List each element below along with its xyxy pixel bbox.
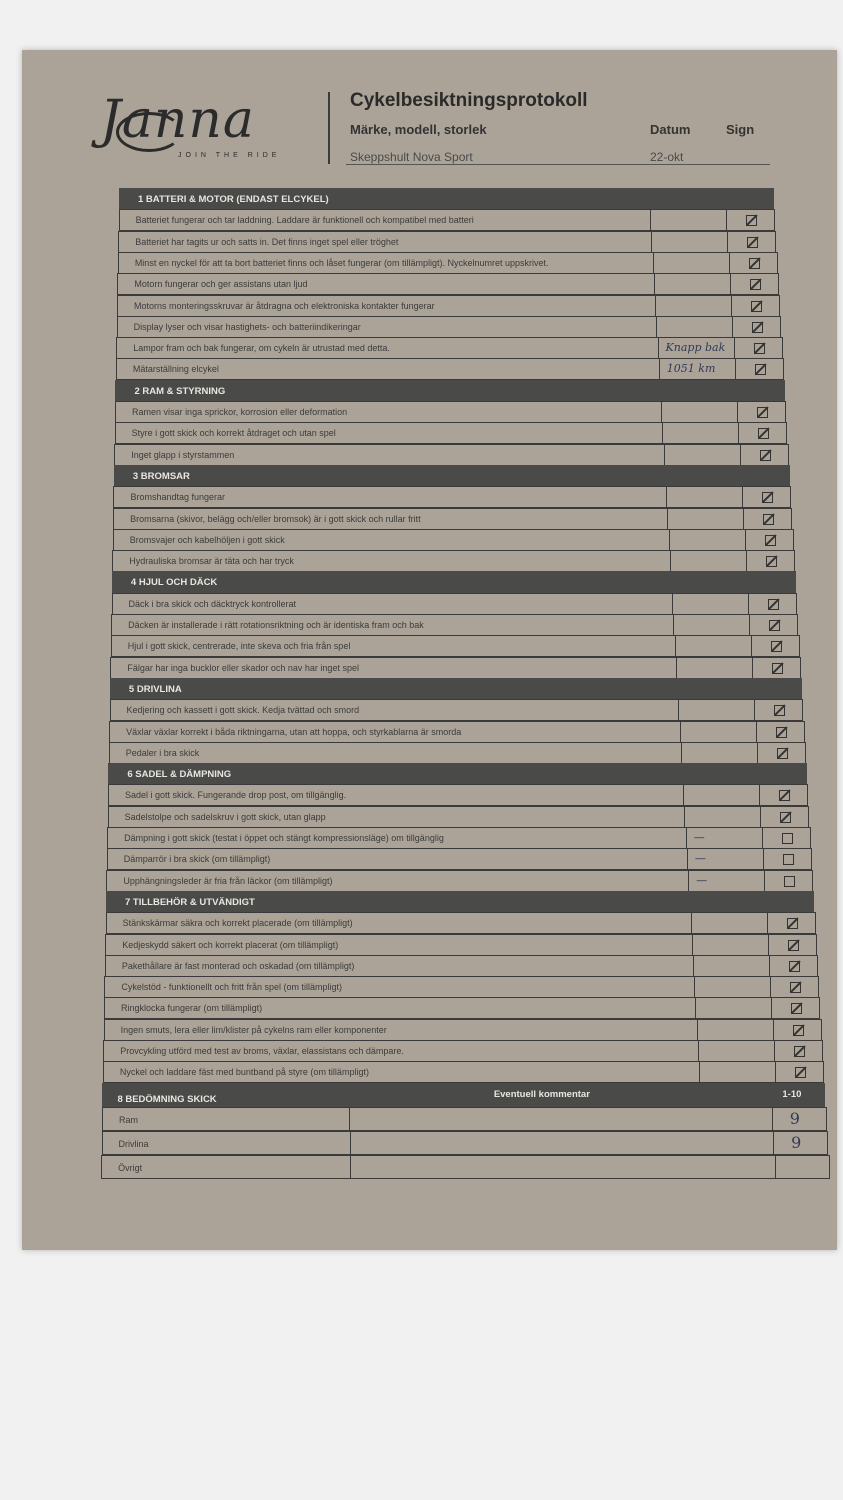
section-header: 1 BATTERI & MOTOR (ENDAST ELCYKEL) xyxy=(119,188,774,210)
note-column-divider xyxy=(684,807,685,827)
page-title: Cykelbesiktningsprotokoll xyxy=(350,90,588,111)
item-label: Dämparrör i bra skick (om tillämpligt) xyxy=(123,854,271,865)
sign-column-divider xyxy=(731,296,732,316)
note-column-divider xyxy=(670,551,671,571)
checkbox-icon[interactable] xyxy=(768,599,779,610)
checkbox-icon[interactable] xyxy=(765,535,776,546)
sign-column-divider xyxy=(774,1041,775,1061)
scale-label: 1-10 xyxy=(782,1088,802,1100)
checkbox-icon[interactable] xyxy=(793,1025,804,1036)
item-label: Kedjeskydd säkert och korrekt placerat (om tillämpligt) xyxy=(122,939,339,950)
checklist-row xyxy=(117,273,778,295)
note-column-divider xyxy=(680,722,681,742)
checklist-row xyxy=(109,721,804,743)
checklist-row xyxy=(111,614,798,636)
note-column-divider xyxy=(695,998,696,1018)
checklist-row xyxy=(106,912,816,934)
checkbox-icon[interactable] xyxy=(758,428,769,439)
checklist-row xyxy=(115,422,788,444)
sign-column-divider xyxy=(734,338,735,358)
item-label: Motorns monteringsskruvar är åtdragna och elektroniska kontakter fungerar xyxy=(134,300,435,311)
section-header: 3 BROMSAR xyxy=(114,465,790,487)
checkbox-icon[interactable] xyxy=(747,237,758,248)
sign-column-divider xyxy=(760,807,761,827)
handwritten-note: 1051 km xyxy=(666,362,716,376)
score-value[interactable]: 9 xyxy=(791,1132,802,1152)
note-column-divider xyxy=(692,935,693,955)
checkbox-icon[interactable] xyxy=(750,279,761,290)
checklist-row xyxy=(104,976,819,998)
item-label: Inget glapp i styrstammen xyxy=(131,449,235,460)
checkbox-icon[interactable] xyxy=(760,450,771,461)
note-column-divider xyxy=(666,487,667,507)
note-column-divider xyxy=(676,658,677,678)
item-label: Pakethållare är fast monterad och oskadad (om tillämpligt) xyxy=(121,960,355,971)
checklist-row xyxy=(103,1040,823,1062)
note-column-divider xyxy=(686,828,687,848)
item-label: Batteriet fungerar och tar laddning. Laddare är funktionell och kompatibel med batteri xyxy=(135,215,474,226)
checkbox-icon[interactable] xyxy=(783,854,794,865)
note-column-divider xyxy=(658,338,659,358)
item-label: Upphängningsleder är fria från läckor (om tillämpligt) xyxy=(123,875,333,886)
janna-logo xyxy=(100,86,300,166)
item-label: Cykelstöd - funktionellt och fritt från spel (om tillämpligt) xyxy=(121,982,342,993)
section-header: 5 DRIVLINA xyxy=(110,678,802,700)
note-column-divider xyxy=(669,530,670,550)
note-column-divider xyxy=(688,871,689,891)
item-label: Bromshandtag fungerar xyxy=(130,492,226,503)
checklist-row xyxy=(115,401,786,423)
checklist-row xyxy=(113,508,792,530)
sign-column-divider xyxy=(752,658,753,678)
sign-column-divider xyxy=(767,913,768,933)
checkbox-icon[interactable] xyxy=(749,258,760,269)
item-label: Växlar växlar korrekt i båda riktningarna, utan att hoppa, och styrkablarna är smorda xyxy=(126,726,462,737)
note-column-divider xyxy=(659,359,660,379)
note-column-divider xyxy=(651,232,652,252)
note-column-divider xyxy=(678,700,679,720)
item-label: Batteriet har tagits ur och satts in. Det finns inget spel eller tröghet xyxy=(135,236,399,247)
note-column-divider xyxy=(654,274,655,294)
note-column-divider xyxy=(691,913,692,933)
sign-column-divider xyxy=(743,509,744,529)
note-column-divider xyxy=(664,445,665,465)
note-column-divider xyxy=(650,210,651,230)
sign-column-divider xyxy=(770,977,771,997)
sign-column-divider xyxy=(757,743,758,763)
checkbox-icon[interactable] xyxy=(791,1003,802,1014)
item-label: Stänkskärmar säkra och korrekt placerade (om tillämpligt) xyxy=(122,918,353,929)
checklist-row xyxy=(105,955,818,977)
assessment-label: Drivlina xyxy=(118,1138,149,1149)
checklist-row xyxy=(116,337,782,359)
item-label: Lampor fram och bak fungerar, om cykeln är utrustad med detta. xyxy=(133,343,390,354)
header-divider xyxy=(328,92,330,164)
checkbox-icon[interactable] xyxy=(746,215,757,226)
date-label: Datum xyxy=(650,122,691,137)
item-label: Ingen smuts, lera eller lim/klister på cykelns ram eller komponenter xyxy=(120,1024,387,1035)
checkbox-icon[interactable] xyxy=(763,514,774,525)
note-column-divider xyxy=(683,785,684,805)
item-label: Hydrauliska bromsar är täta och har tryck xyxy=(129,556,294,567)
item-label: Hjul i gott skick, centrerade, inte skeva och fria från spel xyxy=(127,641,351,652)
sign-column-divider xyxy=(735,359,736,379)
field-label: Märke, modell, storlek xyxy=(350,122,487,137)
handwritten-note: — xyxy=(693,831,705,844)
sign-column-divider xyxy=(773,1020,774,1040)
note-column-divider xyxy=(698,1041,699,1061)
note-column-divider xyxy=(661,402,662,422)
checkbox-icon[interactable] xyxy=(780,812,791,823)
checklist-row xyxy=(110,699,804,721)
checklist-row xyxy=(108,806,810,828)
assessment-row xyxy=(101,1155,829,1179)
sign-column-divider xyxy=(771,998,772,1018)
checkbox-icon[interactable] xyxy=(752,322,763,333)
checklist-row xyxy=(119,209,776,231)
sign-column-divider xyxy=(729,253,730,273)
item-label: Ringklocka fungerar (om tillämpligt) xyxy=(121,1003,263,1014)
item-label: Dämpning i gott skick (testat i öppet och stängt kompressionsläge) om tillgänglig xyxy=(124,833,444,843)
date-value: 22-okt xyxy=(650,150,684,164)
checklist-row xyxy=(113,486,791,508)
section-header: 7 TILLBEHÖR & UTVÄNDIGT xyxy=(106,891,814,913)
checklist-row xyxy=(105,934,817,956)
sign-column-divider xyxy=(746,551,747,571)
assessment-row xyxy=(102,1107,827,1131)
checkbox-icon[interactable] xyxy=(788,940,799,951)
note-column-divider xyxy=(693,956,694,976)
field-value: Skeppshult Nova Sport xyxy=(350,150,473,164)
note-column-divider xyxy=(662,423,663,443)
sign-column-divider xyxy=(730,274,731,294)
logo-tagline: JOIN THE RIDE xyxy=(178,152,281,159)
item-label: Motorn fungerar och ger assistans utan ljud xyxy=(134,279,308,290)
sign-column-divider xyxy=(738,423,739,443)
assessment-label: Ram xyxy=(119,1114,139,1125)
note-column-divider xyxy=(681,743,682,763)
item-label: Pedaler i bra skick xyxy=(125,747,200,758)
checkbox-icon[interactable] xyxy=(771,641,782,652)
checkbox-icon[interactable] xyxy=(766,556,777,567)
sign-column-divider xyxy=(737,402,738,422)
score-column-divider xyxy=(772,1108,773,1130)
sign-column-divider xyxy=(748,594,749,614)
checkbox-icon[interactable] xyxy=(769,620,780,631)
checklist-row xyxy=(116,358,784,380)
sign-column-divider xyxy=(751,636,752,656)
sign-column-divider xyxy=(732,317,733,337)
sign-column-divider xyxy=(740,445,741,465)
checklist-row xyxy=(109,742,806,764)
sign-column-divider xyxy=(762,828,763,848)
item-label: Minst en nyckel för att ta bort batteriet finns och låset fungerar (om tillämpligt). Nyckelnumret uppskrivet. xyxy=(134,257,549,268)
comment-column-divider xyxy=(349,1108,350,1130)
header-underline xyxy=(346,164,770,165)
comment-column-divider xyxy=(350,1156,351,1178)
sign-column-divider xyxy=(769,956,770,976)
checklist-row xyxy=(118,231,776,253)
note-column-divider xyxy=(655,296,656,316)
checkbox-icon[interactable] xyxy=(782,833,793,844)
checkbox-icon[interactable] xyxy=(794,1046,805,1057)
note-column-divider xyxy=(697,1020,698,1040)
logo-name: Janna xyxy=(100,90,255,150)
item-label: Sadelstolpe och sadelskruv i gott skick, utan glapp xyxy=(124,811,326,822)
checklist-row xyxy=(117,316,782,338)
sign-column-divider xyxy=(726,210,727,230)
section-header: 2 RAM & STYRNING xyxy=(115,380,785,402)
checkbox-icon[interactable] xyxy=(757,407,768,418)
assessment-row xyxy=(102,1131,829,1155)
checklist-row xyxy=(113,529,794,551)
section-header: 4 HJUL OCH DÄCK xyxy=(112,571,796,593)
comment-column-divider xyxy=(350,1132,351,1154)
checklist-row xyxy=(118,252,778,274)
checklist-row xyxy=(103,1061,824,1083)
checklist-row xyxy=(114,444,788,466)
item-label: Däcken är installerade i rätt rotationsriktning och är identiska fram och bak xyxy=(128,620,424,630)
assessment-label: Övrigt xyxy=(118,1162,143,1173)
document-header xyxy=(100,86,780,166)
item-label: Nyckel och laddare fäst med buntband på styre (om tillämpligt) xyxy=(119,1067,369,1078)
checkbox-icon[interactable] xyxy=(777,748,788,759)
checkbox-icon[interactable] xyxy=(795,1067,806,1078)
item-label: Mätarställning elcykel xyxy=(132,364,219,375)
checklist-row xyxy=(110,657,801,679)
item-label: Ramen visar inga sprickor, korrosion eller deformation xyxy=(132,407,348,417)
sign-column-divider xyxy=(763,849,764,869)
sign-column-divider xyxy=(727,232,728,252)
note-column-divider xyxy=(656,317,657,337)
checkbox-icon[interactable] xyxy=(754,343,765,354)
checklist-row xyxy=(107,827,811,849)
checklist-row xyxy=(104,1019,822,1041)
checklist-row xyxy=(112,593,798,615)
section-header xyxy=(102,1083,825,1107)
item-label: Provcykling utförd med test av broms, växlar, elassistans och dämpare. xyxy=(120,1046,404,1056)
checkbox-icon[interactable] xyxy=(776,727,787,738)
section-header: 6 SADEL & DÄMPNING xyxy=(108,763,807,785)
item-label: Styre i gott skick och korrekt åtdraget och utan spel xyxy=(131,428,336,439)
note-column-divider xyxy=(672,594,673,614)
checkbox-icon[interactable] xyxy=(779,790,790,801)
sign-column-divider xyxy=(775,1062,776,1082)
handwritten-note: — xyxy=(696,873,708,887)
sign-column-divider xyxy=(756,722,757,742)
note-column-divider xyxy=(694,977,695,997)
item-label: Bromsarna (skivor, belägg och/eller bromsok) är i gott skick och rullar fritt xyxy=(130,513,421,524)
checkbox-icon[interactable] xyxy=(784,876,795,887)
handwritten-note: Knapp bak xyxy=(665,341,726,355)
checkbox-icon[interactable] xyxy=(789,961,800,972)
note-column-divider xyxy=(687,849,688,869)
note-column-divider xyxy=(699,1062,700,1082)
item-label: Display lyser och visar hastighets- och batteriindikeringar xyxy=(133,321,361,332)
checkbox-icon[interactable] xyxy=(751,301,762,312)
checkbox-icon[interactable] xyxy=(755,364,766,375)
sign-column-divider xyxy=(759,785,760,805)
note-column-divider xyxy=(653,253,654,273)
item-label: Fälgar har inga bucklor eller skador och nav har inget spel xyxy=(127,662,359,673)
note-column-divider xyxy=(667,509,668,529)
checklist-row xyxy=(112,550,795,572)
checklist-row xyxy=(111,635,800,657)
item-label: Kedjering och kassett i gott skick. Kedja tvättad och smord xyxy=(126,705,360,716)
sign-column-divider xyxy=(745,530,746,550)
note-column-divider xyxy=(673,615,674,635)
score-value[interactable]: 9 xyxy=(789,1108,800,1128)
item-label: Däck i bra skick och däcktryck kontrollerat xyxy=(128,598,297,609)
checkbox-icon[interactable] xyxy=(790,982,801,993)
checklist-row xyxy=(106,870,813,892)
handwritten-note: — xyxy=(694,852,706,866)
item-label: Bromsvajer och kabelhöljen i gott skick xyxy=(129,534,285,545)
sign-column-divider xyxy=(742,487,743,507)
checklist-row xyxy=(108,784,808,806)
sign-column-divider xyxy=(768,935,769,955)
checklist-row xyxy=(104,997,820,1019)
checkbox-icon[interactable] xyxy=(772,663,783,674)
checklist-row xyxy=(117,295,780,317)
checkbox-icon[interactable] xyxy=(762,492,773,503)
comment-label: Eventuell kommentar xyxy=(493,1088,590,1100)
checkbox-icon[interactable] xyxy=(787,918,798,929)
checklist-row xyxy=(107,848,812,870)
note-column-divider xyxy=(675,636,676,656)
checkbox-icon[interactable] xyxy=(774,705,785,716)
score-column-divider xyxy=(773,1132,774,1154)
sign-column-divider xyxy=(754,700,755,720)
sign-column-divider xyxy=(749,615,750,635)
sign-label: Sign xyxy=(726,122,755,137)
assessment-title: 8 BEDÖMNING SKICK xyxy=(117,1093,217,1105)
item-label: Sadel i gott skick. Fungerande drop post, om tillgänglig. xyxy=(124,790,347,801)
score-column-divider xyxy=(775,1156,776,1178)
sign-column-divider xyxy=(764,871,765,891)
